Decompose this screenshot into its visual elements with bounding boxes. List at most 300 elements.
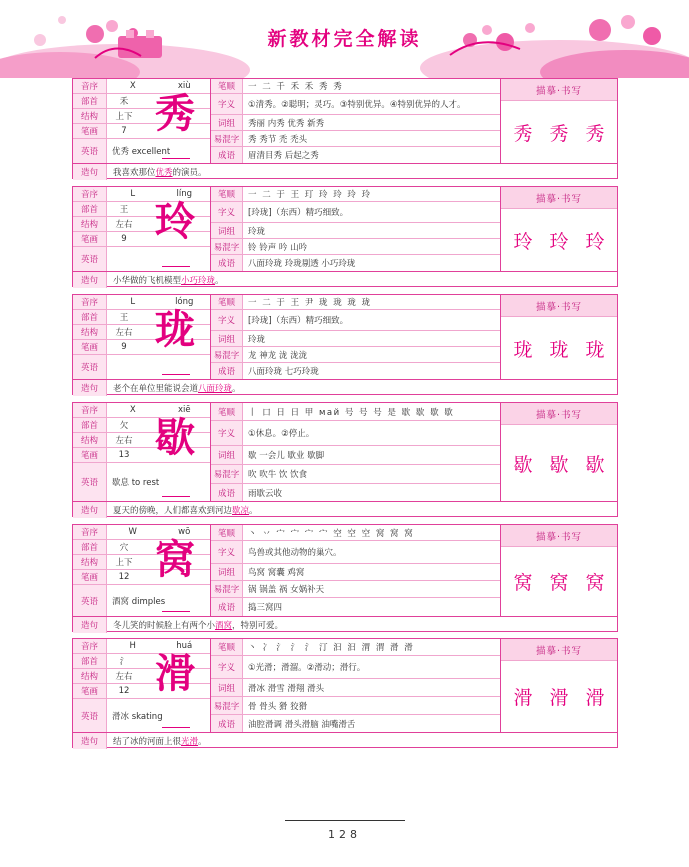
strokes-label: 笔画 — [73, 340, 107, 354]
entry-details — [211, 403, 501, 501]
confusable-label: 易混字 — [211, 465, 243, 483]
strokes-row — [73, 448, 210, 463]
copy-practice-label: 描摹·书写 — [501, 295, 617, 317]
sentence-value — [107, 733, 617, 749]
structure-value: 左右 — [115, 328, 133, 338]
confusable-label: 易混字 — [211, 581, 243, 597]
english-value: 优秀 excellent — [112, 147, 171, 157]
confusable-value: 秀 秀节 禿 禿头 — [248, 134, 308, 145]
strokes-row — [73, 570, 210, 585]
confusable-row — [211, 239, 500, 255]
copy-char: 滑 — [513, 687, 533, 709]
structure-spacer — [141, 555, 210, 569]
pinyin-initial-value: L — [130, 189, 136, 199]
meaning-label: 字义 — [211, 310, 243, 330]
radical-label: 部首 — [73, 310, 107, 324]
pinyin-value: líng — [176, 189, 192, 199]
confusable-label: 易混字 — [211, 131, 243, 146]
copy-char: 秀 — [585, 122, 605, 145]
sentence-value — [107, 617, 617, 633]
structure-label: 结构 — [73, 433, 107, 447]
character-entry — [72, 402, 618, 517]
meaning-label: 字义 — [211, 541, 243, 563]
radical-value: 王 — [119, 205, 129, 215]
confusable-label: 易混字 — [211, 347, 243, 362]
english-row — [73, 139, 210, 163]
entry-details — [211, 639, 501, 732]
confusable-value: 吹 吹牛 饮 饮食 — [248, 470, 308, 480]
copy-practice-chars — [501, 661, 617, 732]
idiom-row — [211, 484, 500, 501]
structure-spacer — [141, 325, 210, 339]
strokes-label: 笔画 — [73, 448, 107, 462]
stroke-order-row — [211, 403, 500, 421]
writing-guide-line — [162, 611, 190, 612]
words-row — [211, 679, 500, 697]
strokes-label: 笔画 — [73, 684, 107, 698]
strokes-label: 笔画 — [73, 570, 107, 584]
radical-spacer — [141, 310, 210, 324]
sentence-label: 造句 — [73, 617, 107, 633]
strokes-value: 12 — [118, 572, 130, 582]
structure-value: 左右 — [115, 672, 133, 682]
stroke-order-label: 笔顺 — [211, 295, 243, 309]
meaning-row — [211, 421, 500, 446]
stroke-order-label: 笔顺 — [211, 639, 243, 655]
idiom-row — [211, 147, 500, 163]
copy-practice-panel — [501, 79, 617, 163]
confusable-label: 易混字 — [211, 239, 243, 254]
sentence-highlight: 歇凉 — [232, 506, 250, 516]
sentence-label: 造句 — [73, 380, 107, 396]
copy-practice-label: 描摹·书写 — [501, 403, 617, 425]
structure-row — [73, 555, 210, 570]
strokes-row — [73, 124, 210, 139]
english-label: 英语 — [73, 355, 107, 379]
character-entry — [72, 294, 618, 395]
stroke-order-row — [211, 639, 500, 656]
page-banner — [0, 0, 689, 78]
confusable-row — [211, 581, 500, 598]
idiom-label: 成语 — [211, 147, 243, 163]
pinyin-initial-value: W — [128, 527, 137, 537]
copy-char: 歇 — [585, 453, 605, 476]
entry-grid — [73, 187, 617, 271]
writing-guide-line — [162, 496, 190, 497]
confusable-row — [211, 697, 500, 715]
big-character: 窝 — [155, 535, 195, 583]
english-value — [107, 355, 210, 379]
structure-label: 结构 — [73, 109, 107, 123]
radical-label: 部首 — [73, 418, 107, 432]
stroke-order-value: 一 二 于 王 尹 珑 珑 珑 珑 — [248, 298, 372, 308]
copy-char: 窝 — [513, 572, 533, 594]
sentence-highlight: 优秀 — [155, 168, 173, 178]
sentence-label: 造句 — [73, 502, 107, 518]
meaning-value: [玲珑]（东西）精巧细致。 — [248, 208, 349, 218]
character-entry — [72, 524, 618, 632]
pinyin-label: 音序 — [73, 525, 107, 539]
copy-char: 秀 — [549, 122, 569, 145]
sentence-row — [73, 163, 617, 180]
copy-practice-chars — [501, 425, 617, 501]
sentence-value — [107, 380, 617, 396]
writing-guide-line — [162, 158, 190, 159]
meaning-value: ①光滑；滑溜。②滑动；滑行。 — [248, 663, 366, 673]
copy-char: 玲 — [513, 230, 533, 253]
meaning-label: 字义 — [211, 656, 243, 678]
pinyin-initial-value: X — [129, 405, 136, 415]
pinyin-label: 音序 — [73, 79, 107, 93]
structure-spacer — [141, 669, 210, 683]
confusable-row — [211, 131, 500, 147]
copy-char: 玲 — [585, 230, 605, 253]
copy-practice-chars — [501, 101, 617, 163]
entry-basic-info — [73, 403, 211, 501]
words-label: 词组 — [211, 446, 243, 464]
radical-label: 部首 — [73, 654, 107, 668]
entry-grid — [73, 79, 617, 163]
strokes-value: 9 — [121, 342, 127, 352]
sentence-row — [73, 501, 617, 518]
strokes-spacer — [141, 570, 210, 584]
meaning-row — [211, 94, 500, 115]
page-number: 128 — [328, 828, 361, 841]
entry-details — [211, 525, 501, 616]
entry-grid — [73, 525, 617, 616]
structure-row — [73, 433, 210, 448]
radical-label: 部首 — [73, 202, 107, 216]
stroke-order-label: 笔顺 — [211, 79, 243, 93]
sentence-suffix: 。 — [215, 276, 224, 286]
entry-details — [211, 295, 501, 379]
pinyin-initial-value: H — [129, 641, 136, 651]
stroke-order-row — [211, 295, 500, 310]
strokes-row — [73, 684, 210, 699]
structure-row — [73, 669, 210, 684]
stroke-order-label: 笔顺 — [211, 403, 243, 420]
idiom-value: 眉清目秀 后起之秀 — [248, 151, 319, 161]
copy-practice-panel — [501, 403, 617, 501]
pinyin-row — [73, 525, 210, 540]
copy-practice-label: 描摹·书写 — [501, 79, 617, 101]
words-value: 玲珑 — [248, 226, 266, 237]
radical-spacer — [141, 654, 210, 668]
words-row — [211, 223, 500, 239]
radical-value: 欠 — [119, 421, 129, 431]
pinyin-value: wō — [178, 527, 191, 537]
words-value: 歇 一会儿 歇业 歇脚 — [248, 451, 325, 461]
idiom-label: 成语 — [211, 363, 243, 379]
idiom-label: 成语 — [211, 715, 243, 732]
radical-value: 穴 — [119, 543, 129, 553]
character-entry — [72, 78, 618, 179]
sentence-suffix: 的演员。 — [172, 168, 207, 178]
copy-char: 窝 — [549, 572, 569, 594]
copy-char: 歇 — [549, 453, 569, 476]
entry-details — [211, 79, 501, 163]
sentence-prefix: 冬儿笑的时候脸上有两个小 — [113, 621, 216, 631]
english-row — [73, 247, 210, 271]
copy-char: 秀 — [513, 122, 533, 145]
copy-char: 玲 — [549, 230, 569, 253]
entry-grid — [73, 403, 617, 501]
structure-row — [73, 109, 210, 124]
confusable-value: 铃 铃声 吟 山吟 — [248, 242, 308, 253]
strokes-spacer — [141, 232, 210, 246]
strokes-spacer — [141, 448, 210, 462]
radical-value: 氵 — [119, 657, 129, 667]
words-value: 鸟窝 窝囊 鸡窝 — [248, 568, 305, 578]
radical-row — [73, 654, 210, 669]
english-label: 英语 — [73, 585, 107, 616]
big-character: 珑 — [155, 305, 195, 353]
english-label: 英语 — [73, 139, 107, 163]
sentence-prefix: 结了冰的河面上很 — [113, 737, 182, 747]
idiom-row — [211, 255, 500, 271]
pinyin-row — [73, 187, 210, 202]
pinyin-label: 音序 — [73, 295, 107, 309]
sentence-row — [73, 616, 617, 633]
words-label: 词组 — [211, 331, 243, 346]
copy-practice-label: 描摹·书写 — [501, 525, 617, 547]
radical-spacer — [141, 540, 210, 554]
stroke-order-value: 丶 丷 宀 宀 宀 宀 空 空 空 窝 窝 窝 — [248, 528, 415, 539]
copy-practice-chars — [501, 209, 617, 271]
english-value: 歇息 to rest — [112, 478, 160, 488]
writing-guide-line — [162, 727, 190, 728]
idiom-value: 八面玲珑 玲珑剔透 小巧玲珑 — [248, 259, 356, 269]
character-entry — [72, 638, 618, 748]
english-value: 滑冰 skating — [112, 711, 163, 722]
pinyin-label: 音序 — [73, 403, 107, 417]
stroke-order-row — [211, 525, 500, 541]
words-label: 词组 — [211, 564, 243, 580]
writing-guide-line — [162, 374, 190, 375]
strokes-value: 13 — [118, 450, 130, 460]
sentence-prefix: 夏天的傍晚，人们都喜欢到河边 — [113, 506, 233, 516]
sentence-label: 造句 — [73, 272, 107, 288]
sentence-suffix: ，特别可爱。 — [232, 621, 284, 631]
stroke-order-row — [211, 187, 500, 202]
stroke-order-row — [211, 79, 500, 94]
big-character: 歇 — [155, 413, 195, 461]
radical-row — [73, 202, 210, 217]
strokes-value: 7 — [121, 126, 127, 136]
sentence-value — [107, 502, 617, 518]
confusable-value: 锅 锅盖 祸 女娲补天 — [248, 585, 325, 595]
meaning-label: 字义 — [211, 202, 243, 222]
english-row — [73, 355, 210, 379]
page-title: 新教材完全解读 — [267, 28, 422, 50]
sentence-suffix: 。 — [198, 737, 207, 747]
idiom-value: 油腔滑调 滑头滑脑 油嘴滑舌 — [248, 719, 356, 730]
idiom-value: 雨歇云收 — [248, 488, 283, 499]
copy-char: 滑 — [549, 687, 569, 709]
radical-spacer — [141, 418, 210, 432]
copy-practice-panel — [501, 525, 617, 616]
sentence-suffix: 。 — [232, 384, 241, 394]
copy-char: 珑 — [513, 338, 533, 361]
idiom-row — [211, 363, 500, 379]
idiom-value: 捣三窝四 — [248, 603, 283, 613]
entry-basic-info — [73, 79, 211, 163]
sentence-highlight: 小巧玲珑 — [181, 276, 216, 286]
pinyin-row — [73, 79, 210, 94]
writing-guide-line — [162, 266, 190, 267]
stroke-order-value: 一 二 于 王 玎 玲 玲 玲 玲 — [248, 190, 372, 200]
copy-practice-panel — [501, 187, 617, 271]
strokes-row — [73, 232, 210, 247]
idiom-row — [211, 715, 500, 732]
sentence-highlight: 酒窝 — [215, 621, 233, 631]
entry-basic-info — [73, 525, 211, 616]
structure-row — [73, 325, 210, 340]
english-value: 酒窝 dimples — [112, 596, 166, 607]
strokes-spacer — [141, 684, 210, 698]
meaning-row — [211, 656, 500, 679]
sentence-value — [107, 272, 617, 288]
stroke-order-label: 笔顺 — [211, 525, 243, 540]
stroke-order-value: 丶 冫 氵 氵 氵 汀 汩 汩 渭 渭 滑 滑 — [248, 643, 415, 653]
meaning-value: [玲珑]（东西）精巧细致。 — [248, 316, 349, 326]
structure-value: 上下 — [115, 558, 133, 568]
strokes-spacer — [141, 124, 210, 138]
copy-practice-label: 描摹·书写 — [501, 187, 617, 209]
stroke-order-value: 一 二 千 禾 禾 秀 秀 — [248, 82, 344, 92]
entry-basic-info — [73, 187, 211, 271]
meaning-value: 鸟兽或其他动物的巢穴。 — [248, 548, 342, 558]
sentence-highlight: 光滑 — [181, 737, 199, 747]
structure-spacer — [141, 109, 210, 123]
words-row — [211, 331, 500, 347]
pinyin-initial-value: L — [130, 297, 136, 307]
copy-char: 窝 — [585, 572, 605, 594]
character-entry — [72, 186, 618, 287]
structure-spacer — [141, 433, 210, 447]
words-value: 秀丽 内秀 优秀 新秀 — [248, 118, 325, 129]
structure-value: 左右 — [115, 220, 133, 230]
confusable-value: 龙 神龙 泷 泷泷 — [248, 350, 308, 361]
sentence-value — [107, 164, 617, 180]
radical-label: 部首 — [73, 540, 107, 554]
radical-spacer — [141, 202, 210, 216]
pinyin-value: lóng — [175, 297, 194, 307]
english-label: 英语 — [73, 247, 107, 271]
english-label: 英语 — [73, 463, 107, 501]
structure-row — [73, 217, 210, 232]
copy-practice-chars — [501, 317, 617, 379]
pinyin-value: xiē — [177, 405, 191, 415]
sentence-row — [73, 379, 617, 396]
strokes-value: 12 — [118, 686, 130, 696]
radical-value: 王 — [119, 313, 129, 323]
words-label: 词组 — [211, 223, 243, 238]
radical-row — [73, 540, 210, 555]
sentence-prefix: 老个在单位里能说会道 — [113, 384, 199, 394]
strokes-label: 笔画 — [73, 124, 107, 138]
footer-rule — [285, 820, 405, 821]
english-value — [107, 247, 210, 271]
radical-row — [73, 418, 210, 433]
sentence-label: 造句 — [73, 164, 107, 180]
words-label: 词组 — [211, 115, 243, 130]
pinyin-value: xiù — [177, 81, 191, 91]
meaning-value: ①休息。②停止。 — [248, 429, 315, 439]
radical-label: 部首 — [73, 94, 107, 108]
words-row — [211, 446, 500, 465]
meaning-value: ①清秀。②聪明；灵巧。③特别优异。④特别优异的人才。 — [248, 100, 466, 110]
structure-value: 上下 — [115, 112, 133, 122]
entry-grid — [73, 639, 617, 732]
pinyin-row — [73, 639, 210, 654]
sentence-prefix: 我喜欢那位 — [113, 168, 156, 178]
words-value: 滑冰 滑雪 滑翔 滑头 — [248, 683, 325, 694]
radical-spacer — [141, 94, 210, 108]
radical-row — [73, 310, 210, 325]
idiom-label: 成语 — [211, 598, 243, 616]
confusable-row — [211, 465, 500, 484]
copy-practice-panel — [501, 295, 617, 379]
confusable-label: 易混字 — [211, 697, 243, 714]
structure-value: 左右 — [115, 436, 133, 446]
big-character: 玲 — [155, 197, 195, 245]
words-label: 词组 — [211, 679, 243, 696]
copy-practice-chars — [501, 547, 617, 616]
idiom-label: 成语 — [211, 255, 243, 271]
words-row — [211, 564, 500, 581]
strokes-label: 笔画 — [73, 232, 107, 246]
radical-value: 禾 — [119, 97, 129, 107]
radical-row — [73, 94, 210, 109]
big-character: 滑 — [155, 649, 195, 697]
sentence-row — [73, 732, 617, 749]
meaning-row — [211, 541, 500, 564]
confusable-value: 骨 骨头 猾 狡猾 — [248, 701, 308, 712]
copy-practice-label: 描摹·书写 — [501, 639, 617, 661]
structure-label: 结构 — [73, 555, 107, 569]
meaning-label: 字义 — [211, 94, 243, 114]
pinyin-initial-value: X — [129, 81, 136, 91]
structure-label: 结构 — [73, 669, 107, 683]
meaning-row — [211, 202, 500, 223]
meaning-label: 字义 — [211, 421, 243, 445]
idiom-value: 八面玲珑 七巧玲珑 — [248, 367, 319, 377]
structure-label: 结构 — [73, 325, 107, 339]
copy-char: 歇 — [513, 453, 533, 476]
pinyin-label: 音序 — [73, 639, 107, 653]
pinyin-value: huá — [176, 641, 193, 651]
sentence-row — [73, 271, 617, 288]
structure-spacer — [141, 217, 210, 231]
big-character: 秀 — [155, 89, 195, 137]
sentence-highlight: 八面玲珑 — [198, 384, 233, 394]
idiom-row — [211, 598, 500, 616]
entry-details — [211, 187, 501, 271]
sentence-label: 造句 — [73, 733, 107, 749]
confusable-row — [211, 347, 500, 363]
structure-label: 结构 — [73, 217, 107, 231]
words-row — [211, 115, 500, 131]
pinyin-row — [73, 403, 210, 418]
pinyin-label: 音序 — [73, 187, 107, 201]
copy-char: 珑 — [549, 338, 569, 361]
strokes-spacer — [141, 340, 210, 354]
stroke-order-label: 笔顺 — [211, 187, 243, 201]
copy-char: 滑 — [585, 687, 605, 709]
sentence-suffix: 。 — [249, 506, 258, 516]
words-value: 玲珑 — [248, 334, 266, 345]
